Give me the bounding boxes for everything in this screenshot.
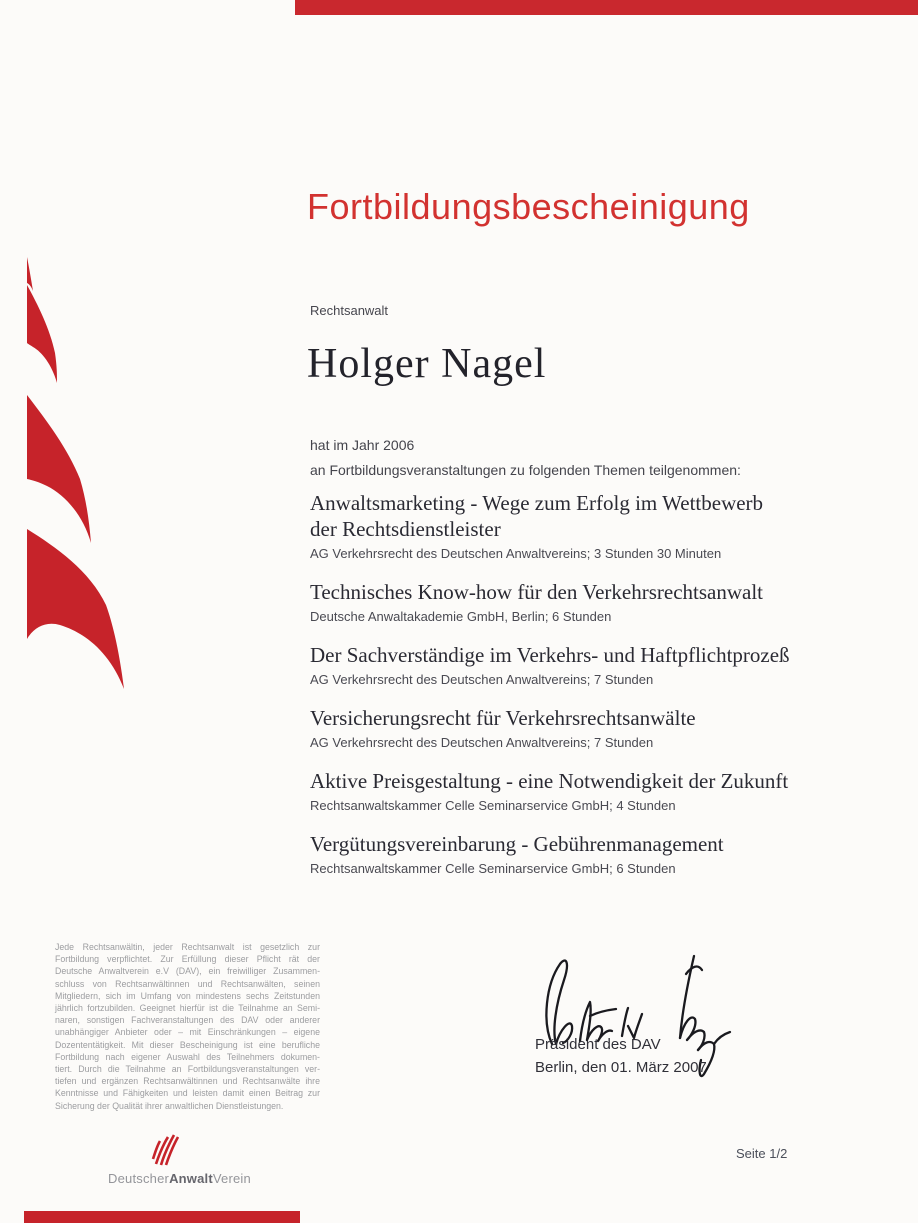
page-number: Seite 1/2	[736, 1146, 788, 1161]
course-list	[310, 490, 890, 894]
footnote-line: Fortbildung verpflichtet. Zur Erfüllung dieser Pflicht rät der	[55, 954, 320, 965]
dav-logo-flame-icon	[151, 1131, 179, 1167]
bottom-red-bar	[24, 1211, 300, 1223]
course-item	[310, 705, 890, 751]
signature-role: Präsident des DAV	[535, 1036, 661, 1053]
course-title: Aktive Preisgestaltung - eine Notwendigkeit der Zukunft	[310, 769, 789, 793]
footnote-line: unabhängiger Anbieter oder – mit Einschränkungen – eigene	[55, 1027, 320, 1038]
course-provider: AG Verkehrsrecht des Deutschen Anwaltvereins; 7 Stunden	[310, 735, 654, 750]
course-title: Versicherungsrecht für Verkehrsrechtsanwälte	[310, 706, 696, 730]
footnote-line: Dozententätigkeit. Mit dieser Bescheinigung ist eine berufliche	[55, 1039, 320, 1050]
course-provider: Rechtsanwaltskammer Celle Seminarservice GmbH; 4 Stunden	[310, 798, 676, 813]
footnote-line: Fortbildung nach eigener Auswahl des Teilnehmers dokumen-	[55, 1051, 320, 1062]
course-provider: Rechtsanwaltskammer Celle Seminarservice GmbH; 6 Stunden	[310, 861, 676, 876]
course-item	[310, 579, 890, 625]
footnote-line: Jede Rechtsanwältin, jeder Rechtsanwalt ist gesetzlich zur	[55, 942, 320, 952]
course-provider: AG Verkehrsrecht des Deutschen Anwaltvereins; 3 Stunden 30 Minuten	[310, 546, 722, 561]
footnote-line: tiert. Durch die Teilnahme an Fortbildungsveranstaltungen ver-	[55, 1064, 320, 1075]
intro-line-1: hat im Jahr 2006	[310, 437, 415, 453]
footnote-line: Sicherung der Qualität ihrer anwaltlichen Dienstleistungen.	[55, 1100, 284, 1111]
footnote-line: tiefen und ergänzen Rechtsanwältinnen und Rechtsanwälte ihre	[55, 1076, 320, 1087]
recipient-label: Rechtsanwalt	[310, 303, 389, 318]
signature-place-date: Berlin, den 01. März 2007	[535, 1059, 707, 1076]
course-title: Technisches Know-how für den Verkehrsrechtsanwalt	[310, 580, 763, 604]
footnote-text	[55, 941, 320, 1112]
footnote-line: naren, sonstigen Fachveranstaltungen des DAV oder anderer	[55, 1015, 320, 1026]
footnote-line: Kenntnisse und Fähigkeiten und leisten damit einen Beitrag zur	[55, 1088, 320, 1099]
course-provider: Deutsche Anwaltakademie GmbH, Berlin; 6 Stunden	[310, 609, 612, 624]
dav-logo-wordmark	[108, 1171, 251, 1186]
document-title: Fortbildungsbescheinigung	[307, 186, 750, 227]
intro-line-2: an Fortbildungsveranstaltungen zu folgenden Themen teilgenommen:	[310, 462, 741, 478]
footnote-line: Deutsche Anwaltverein e.V (DAV), ein freiwilliger Zusammen-	[55, 966, 320, 977]
dav-flame-motif-icon	[0, 253, 140, 693]
course-item	[310, 490, 890, 562]
course-title: Der Sachverständige im Verkehrs- und Haftpflichtprozeß	[310, 643, 790, 667]
course-item	[310, 831, 890, 877]
footnote-line: Mitgliedern, sich im Umfang von mindestens sechs Zeitstunden	[55, 990, 320, 1001]
course-title: Vergütungsvereinbarung - Gebührenmanagement	[310, 832, 724, 856]
course-item	[310, 642, 890, 688]
course-item	[310, 768, 890, 814]
course-title: Anwaltsmarketing - Wege zum Erfolg im Wettbewerb der Rechtsdienstleister	[310, 491, 764, 541]
logo-part-verein: Verein	[212, 1171, 251, 1186]
footnote-line: jährlich fortzubilden. Geeignet hierfür ist die Teilnahme an Semi-	[55, 1003, 320, 1014]
logo-part-anwalt: Anwalt	[169, 1171, 213, 1186]
top-red-bar	[295, 0, 918, 15]
course-provider: AG Verkehrsrecht des Deutschen Anwaltvereins; 7 Stunden	[310, 672, 654, 687]
logo-part-deutscher: Deutscher	[108, 1171, 170, 1186]
recipient-name: Holger Nagel	[307, 341, 547, 387]
footnote-line: schluss von Rechtsanwältinnen und Rechtsanwälten, seinen	[55, 978, 320, 989]
